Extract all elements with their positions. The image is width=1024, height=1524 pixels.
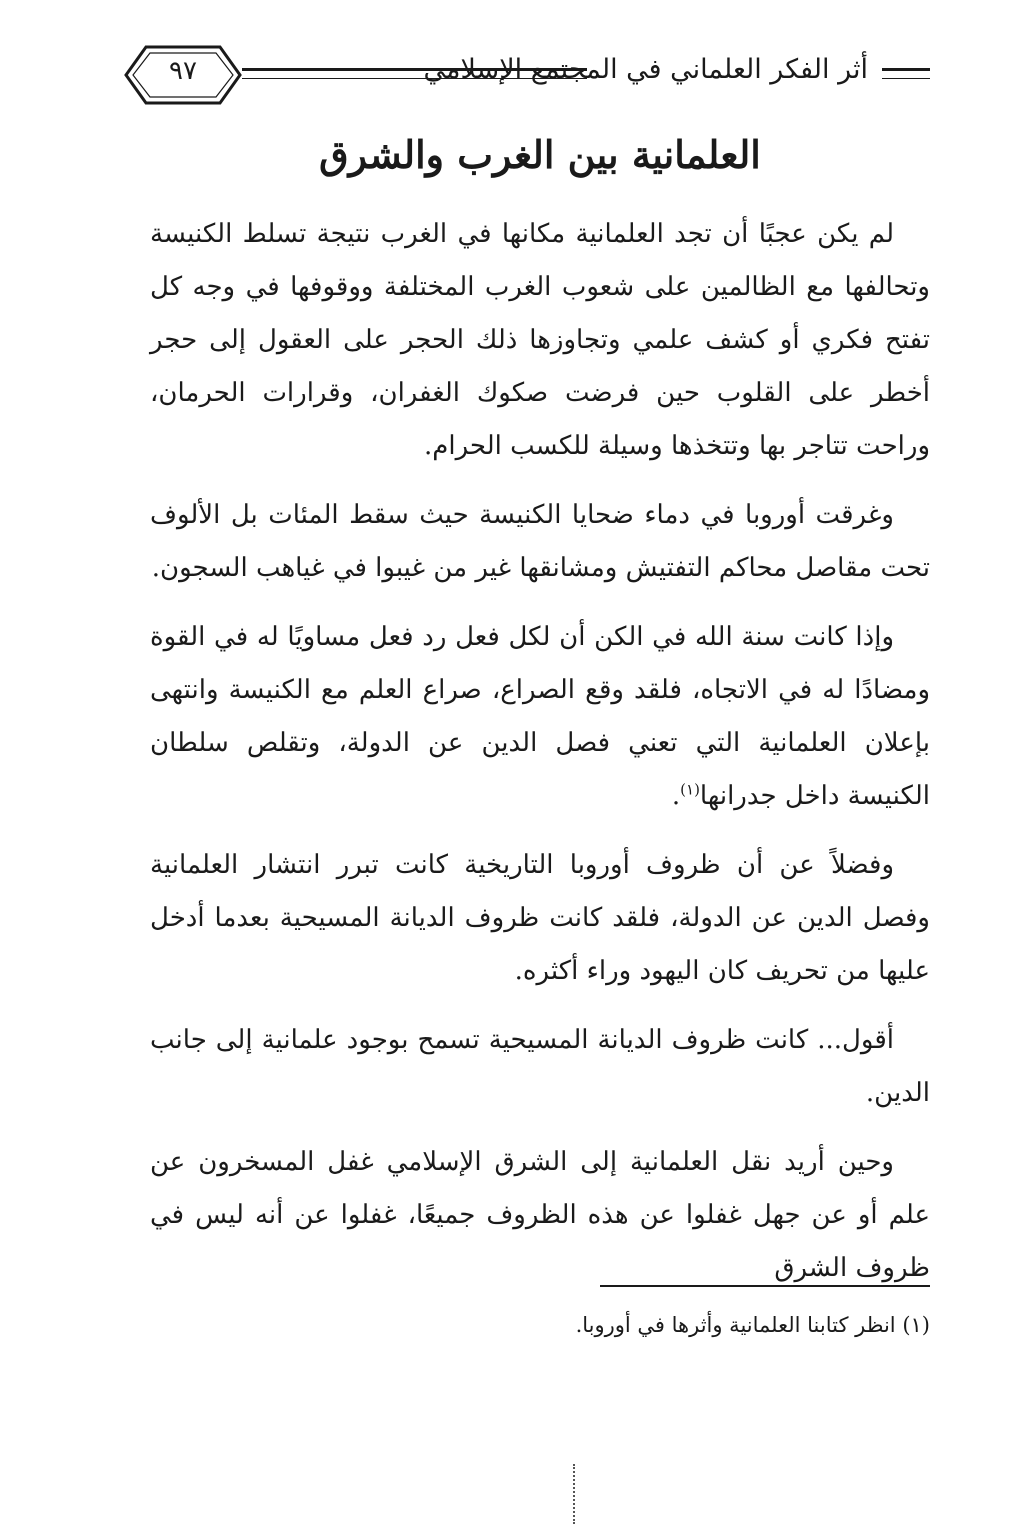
paragraph: وغرقت أوروبا في دماء ضحايا الكنيسة حيث سقط المئات بل الألوف تحت مقاصل محاكم التفتيش ومشانقها غير من غيبوا في غياهب السجون. [150,500,930,583]
chapter-title: العلمانية بين الغرب والشرق [319,132,761,177]
page-number: ٩٧ [169,56,197,86]
page-fold-mark [573,1464,575,1524]
paragraph: لم يكن عجبًا أن تجد العلمانية مكانها في الغرب نتيجة تسلط الكنيسة وتحالفها مع الظالمين على شعوب الغرب المختلفة ووقوفها في وجه كل تفتح فكري أو كشف علمي وتجاوزها ذلك الحجر على العقول إلى حجر أخطر على القلوب حين فرضت صكوك الغفران، وقرارات الحرمان، وراحت تتاجر بها وتتخذها وسيلة للكسب الحرام. [150,219,930,461]
paragraph-text: وإذا كانت سنة الله في الكن أن لكل فعل رد فعل مساويًا له في القوة ومضادًا له في الاتجاه، فلقد وقع الصراع، صراع العلم مع الكنيسة وانتهى بإعلان العلمانية التي تعني فصل الدين عن الدولة، وتقلص سلطان الكنيسة داخل جدرانها [150,622,930,811]
paragraph: أقول... كانت ظروف الديانة المسيحية تسمح بوجود علمانية إلى جانب الدين. [150,1025,930,1108]
footnote: (١) انظر كتابنا العلمانية وأثرها في أوروبا. [575,1313,930,1337]
running-title: أثر الفكر العلماني في المجتمع الإسلامي [423,54,868,85]
paragraph-end: . [671,781,681,811]
paragraph-with-footnote [150,611,930,823]
paragraph: وفضلاً عن أن ظروف أوروبا التاريخية كانت تبرر انتشار العلمانية وفصل الدين عن الدولة، فلقد كانت ظروف الديانة المسيحية بعدما أدخل عليها من تحريف كان اليهود وراء أكثره. [150,850,930,986]
book-page [150,48,930,1468]
footnote-divider [600,1285,930,1287]
footnote-reference[interactable]: (١) [680,780,700,799]
running-header [150,48,930,110]
page-number-badge [122,43,244,107]
header-rule-left [242,68,587,79]
paragraph: وحين أريد نقل العلمانية إلى الشرق الإسلامي غفل المسخرون عن علم أو عن جهل غفلوا عن هذه الظروف جميعًا، غفلوا عن أنه ليس في ظروف الشرق [150,1147,930,1283]
body-text [150,208,930,1311]
header-rule-right [882,68,930,79]
